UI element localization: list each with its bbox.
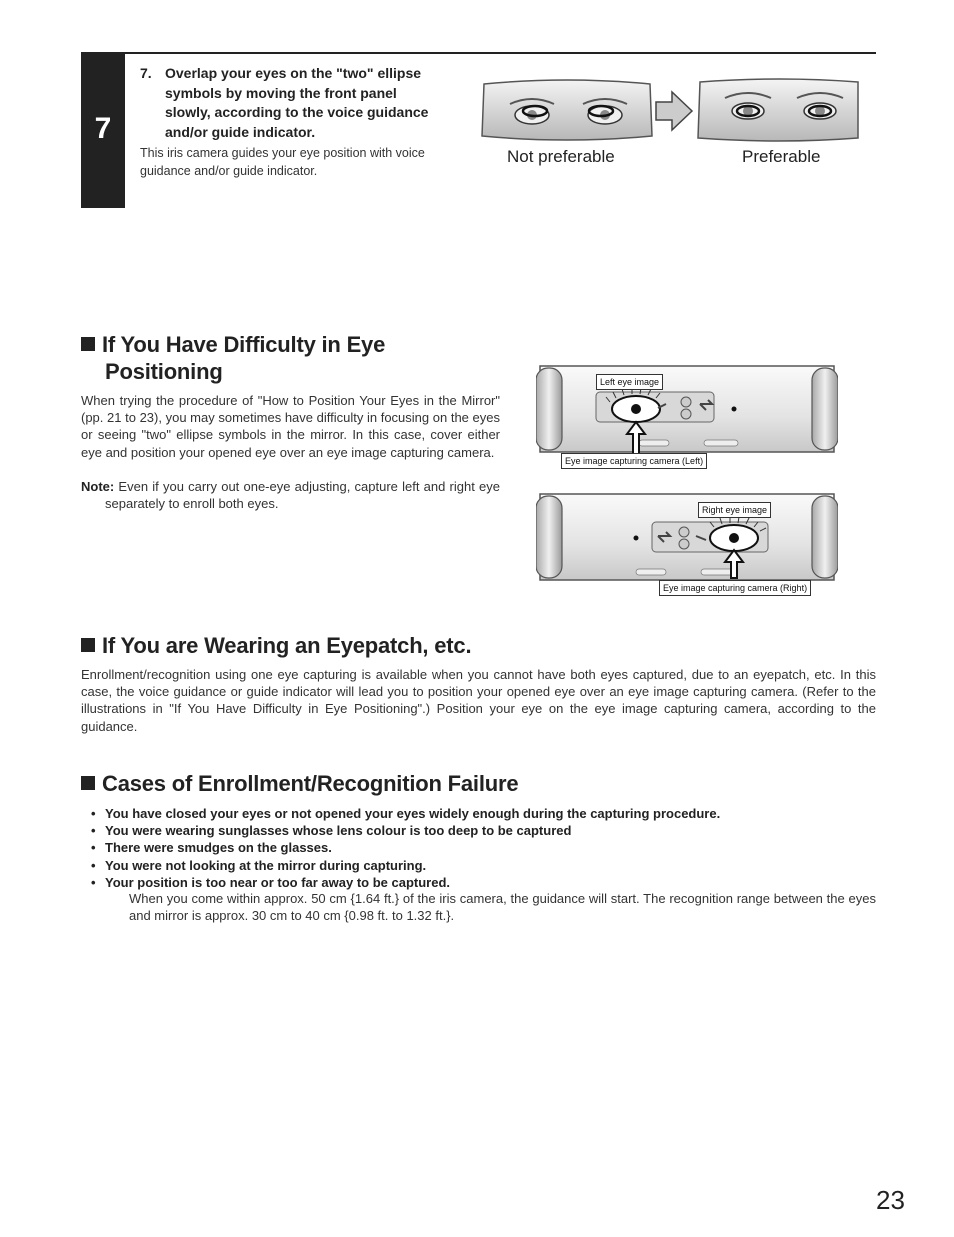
left-camera-label: Eye image capturing camera (Left)	[561, 453, 707, 469]
step-heading	[140, 64, 442, 142]
arrow-right-icon	[656, 92, 692, 130]
right-eye-image-label: Right eye image	[698, 502, 771, 518]
failure-detail: When you come within approx. 50 cm {1.64 ft.} of the iris camera, the guidance will start. The recognition range between the eyes and mirror is approx. 30 cm to 40 cm {0.98 ft. to 1.32 ft.}.	[129, 891, 876, 924]
left-eye-image-label: Left eye image	[596, 374, 663, 390]
step-title: Overlap your eyes on the "two" ellipse symbols by moving the front panel slowly, according to the voice guidance and/or guide indicator.	[165, 65, 429, 140]
top-rule	[81, 52, 876, 54]
eyepatch-body: Enrollment/recognition using one eye capturing is available when you cannot have both eyes captured, due to an eyepatch, etc. In this case, the voice guidance or guide indicator will lead you to position your opened eye over an eye image capturing camera. (Refer to the illustrations in "If You Have Difficulty in Eye Positioning".) Position your eye on the eye image capturing camera, according to the guidance.	[81, 667, 876, 734]
list-item: • There were smudges on the glasses.	[91, 839, 876, 856]
difficulty-body: When trying the procedure of "How to Position Your Eyes in the Mirror" (pp. 21 to 23), you may sometimes have difficulty in focusing on the eyes or seeing "two" ellipse symbols in the mirror. In this case, cover either eye and position your opened eye over an eye image capturing camera.	[81, 393, 500, 460]
section-heading-difficulty: If You Have Difficulty in Eye Positioning	[81, 331, 501, 385]
step-number: 7.	[140, 65, 152, 81]
not-preferable-mirror	[482, 80, 652, 140]
page-number: 23	[876, 1185, 905, 1215]
preferable-mirror	[698, 79, 858, 141]
list-item: • Your position is too near or too far away to be captured.	[91, 874, 876, 891]
step-block	[140, 64, 442, 180]
square-bullet-icon	[81, 638, 95, 652]
list-item: • You were not looking at the mirror during capturing.	[91, 857, 876, 874]
difficulty-note	[81, 478, 500, 512]
section-heading-failure: Cases of Enrollment/Recognition Failure	[81, 770, 518, 797]
right-camera-label: Eye image capturing camera (Right)	[659, 580, 811, 596]
square-bullet-icon	[81, 776, 95, 790]
square-bullet-icon	[81, 337, 95, 351]
note-text: Even if you carry out one-eye adjusting, capture left and right eye separately to enroll both eyes.	[105, 479, 500, 512]
preferable-caption: Preferable	[742, 147, 821, 166]
step-description: This iris camera guides your eye position with voice guidance and/or guide indicator.	[140, 146, 425, 178]
chapter-tab	[81, 54, 125, 208]
list-item: • You have closed your eyes or not opened your eyes widely enough during the capturing procedure.	[91, 805, 876, 822]
not-preferable-caption: Not preferable	[507, 147, 615, 166]
failure-cases-list	[91, 805, 876, 891]
eye-position-comparison-illustration	[480, 76, 860, 186]
chapter-number: 7	[94, 112, 112, 145]
section-heading-eyepatch: If You are Wearing an Eyepatch, etc.	[81, 632, 471, 659]
list-item: • You were wearing sunglasses whose lens colour is too deep to be captured	[91, 822, 876, 839]
note-label: Note:	[81, 479, 115, 494]
